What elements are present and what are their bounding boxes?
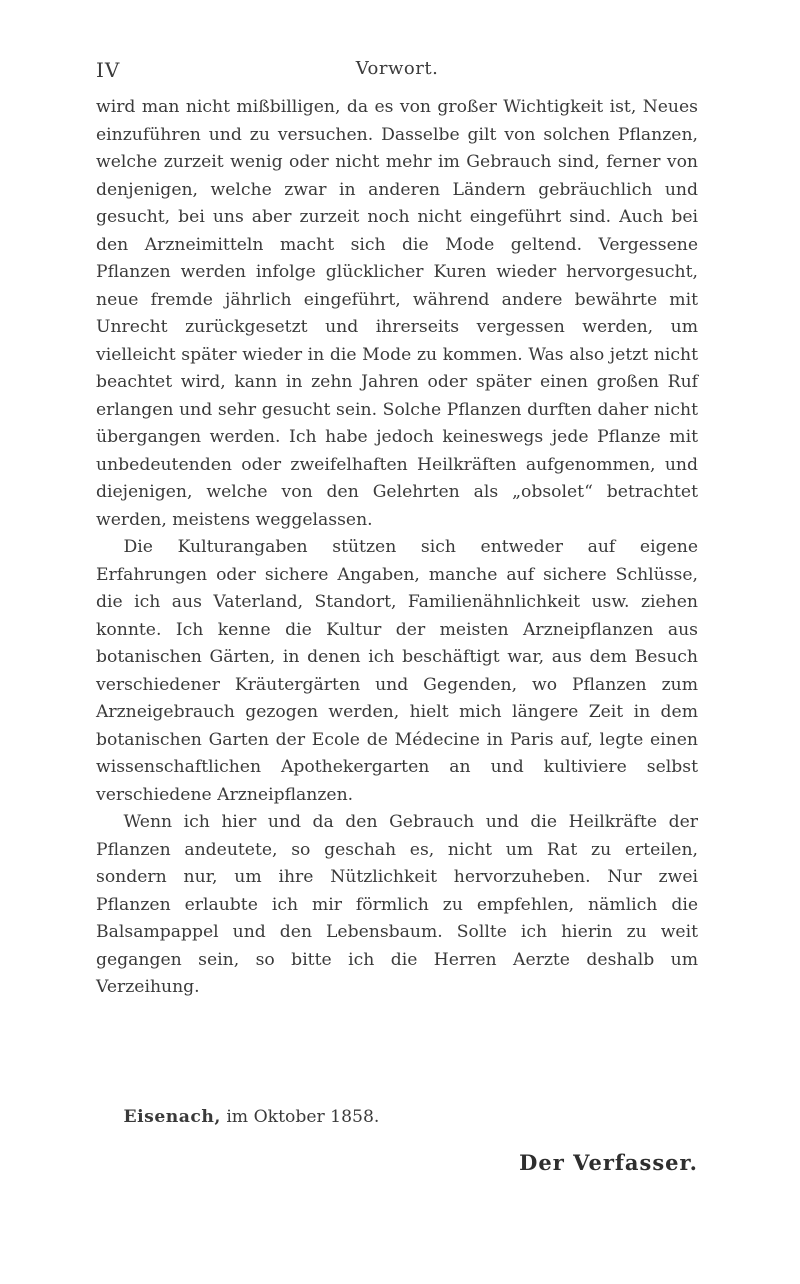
paragraph-cultivation: Die Kulturangaben stützen sich entweder auf eigene Erfahrungen oder sichere Angaben, manche auf sichere Schlüsse, die ich aus Vaterland, Standort, Familienähnlichkeit usw. ziehen konnte. Ich kenne die Kultur der meisten Arzneipflanzen aus botanischen Gärten, in denen ich beschäftigt war, aus dem Besuch verschiedener Kräutergärten und Gegenden, wo Pflanzen zum Arzneigebrauch gezogen werden, hielt mich längere Zeit in dem botanischen Garten der Ecole de Médecine in Paris auf, legte einen wissenschaftlichen Apothekergarten an und kultiviere selbst verschiedene Arzneipflanzen. — [96, 537, 698, 805]
page-header — [96, 56, 698, 86]
paragraph-usage: Wenn ich hier und da den Gebrauch und die Heilkräfte der Pflanzen andeutete, so geschah es, nicht um Rat zu erteilen, sondern nur, um ihre Nützlichkeit hervorzuheben. Nur zwei Pflanzen erlaubte ich mir förmlich zu empfehlen, nämlich die Balsampappel und den Lebensbaum. Sollte ich hierin zu weit gegangen sein, so bitte ich die Herren Aerzte deshalb um Verzeihung. — [96, 812, 698, 997]
author-signature: Der Verfasser. — [519, 1150, 698, 1175]
place-name: Eisenach, — [123, 1107, 221, 1127]
date-text: im Oktober 1858. — [226, 1107, 380, 1127]
paragraph-continuation: wird man nicht mißbilligen, da es von großer Wichtigkeit ist, Neues einzuführen und zu versuchen. Dasselbe gilt von solchen Pflanzen, welche zurzeit wenig oder nicht mehr im Gebrauch sind, ferner von denjenigen, welche zwar in anderen Ländern gebräuchlich und gesucht, bei uns aber zurzeit noch nicht eingeführt sind. Auch bei den Arzneimitteln macht sich die Mode geltend. Vergessene Pflanzen werden infolge glücklicher Kuren wieder hervorgesucht, neue fremde jährlich eingeführt, während andere bewährte mit Unrecht zurückgesetzt und ihrerseits vergessen werden, um vielleicht später wieder in die Mode zu kommen. Was also jetzt nicht beachtet wird, kann in zehn Jahren oder später einen großen Ruf erlangen und sehr gesucht sein. Solche Pflanzen durften daher nicht übergangen werden. Ich habe jedoch keineswegs jede Pflanze mit unbedeutenden oder zweifelhaften Heilkräften aufgenommen, und diejenigen, welche von den Gelehrten als „obsolet“ betrachtet werden, meistens weggelassen. — [96, 97, 698, 530]
page-number: IV — [96, 58, 121, 82]
preface-body — [96, 94, 698, 1002]
running-title: Vorwort. — [355, 58, 439, 79]
place-date-line — [96, 1104, 698, 1131]
